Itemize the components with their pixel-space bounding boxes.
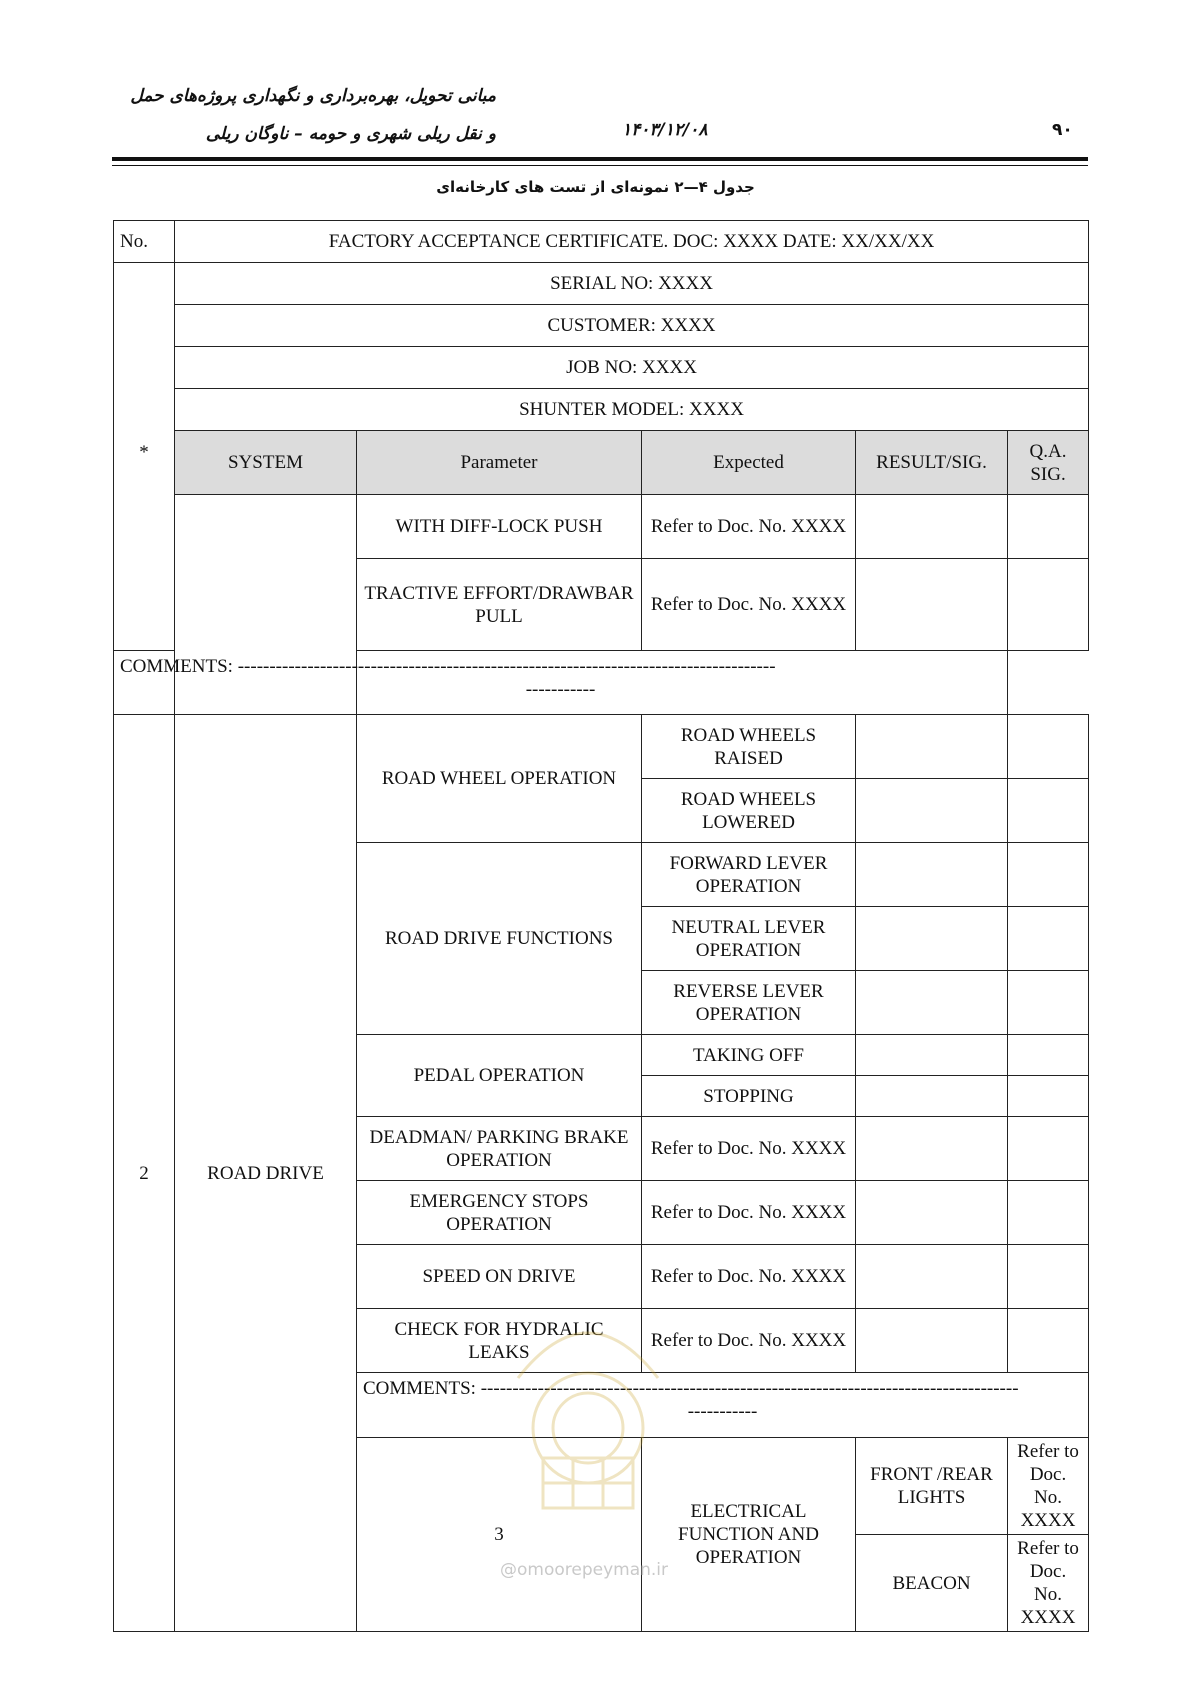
document-date: ۱۴۰۳/۱۲/۰۸: [622, 120, 708, 140]
header-rule-thick: [112, 157, 1088, 161]
qa-cell: [1008, 907, 1089, 971]
no-header-cell: No.: [114, 221, 175, 263]
result-cell: [856, 559, 1008, 651]
table-row: [114, 305, 1089, 347]
qa-cell: [1008, 715, 1089, 779]
expected-cell: Refer to Doc. No. XXXX: [642, 1181, 856, 1245]
parameter-cell: CHECK FOR HYDRALIC LEAKS: [357, 1309, 642, 1373]
qa-cell: [1008, 1035, 1089, 1076]
result-cell: [856, 1309, 1008, 1373]
document-subtitle: و نقل ریلی شهری و حومه – ناوگان ریلی: [205, 124, 496, 144]
result-cell: [856, 1035, 1008, 1076]
page-number: ۹۰: [1052, 120, 1073, 140]
section-system-cell: ROAD DRIVE: [175, 715, 357, 1632]
parameter-cell: TRACTIVE EFFORT/DRAWBAR PULL: [357, 559, 642, 651]
result-cell: [856, 715, 1008, 779]
expected-cell: Refer to Doc. No. XXXX: [1008, 1438, 1089, 1535]
qa-cell: [1008, 1181, 1089, 1245]
qa-cell: [1008, 1076, 1089, 1117]
expected-cell: Refer to Doc. No. XXXX: [642, 559, 856, 651]
expected-cell: STOPPING: [642, 1076, 856, 1117]
table-row: [114, 715, 1089, 779]
qa-cell: [1008, 1117, 1089, 1181]
result-cell: [856, 907, 1008, 971]
parameter-cell: EMERGENCY STOPS OPERATION: [357, 1181, 642, 1245]
comments-label: COMMENTS:: [363, 1378, 476, 1399]
result-cell: [856, 1117, 1008, 1181]
expected-cell: Refer to Doc. No. XXXX: [642, 1117, 856, 1181]
result-cell: [856, 1245, 1008, 1309]
qa-cell: [1008, 971, 1089, 1035]
serial-no-cell: SERIAL NO: XXXX: [175, 263, 1089, 305]
parameter-cell: DEADMAN/ PARKING BRAKE OPERATION: [357, 1117, 642, 1181]
col-header-parameter: Parameter: [357, 431, 642, 495]
parameter-cell: SPEED ON DRIVE: [357, 1245, 642, 1309]
certificate-title-cell: FACTORY ACCEPTANCE CERTIFICATE. DOC: XXXX DATE: XX/XX/XX: [175, 221, 1089, 263]
job-no-cell: JOB NO: XXXX: [175, 347, 1089, 389]
expected-cell: ROAD WHEELS RAISED: [642, 715, 856, 779]
result-cell: [856, 1181, 1008, 1245]
comments-dashes: -------------------------------------------------------------------------------------: [237, 656, 776, 677]
result-cell: [856, 495, 1008, 559]
parameter-cell: BEACON: [856, 1535, 1008, 1632]
watermark-site-text: @omoorepeyman.ir: [500, 1560, 669, 1580]
parameter-cell: WITH DIFF-LOCK PUSH: [357, 495, 642, 559]
factory-acceptance-table: [113, 220, 1089, 1632]
col-header-qa: Q.A. SIG.: [1008, 431, 1089, 495]
result-cell: [856, 1076, 1008, 1117]
qa-cell: [1008, 1245, 1089, 1309]
qa-cell: [1008, 559, 1089, 651]
section-no-cell: 2: [114, 715, 175, 1632]
expected-cell: ROAD WHEELS LOWERED: [642, 779, 856, 843]
shunter-model-cell: SHUNTER MODEL: XXXX: [175, 389, 1089, 431]
expected-cell: Refer to Doc. No. XXXX: [642, 1245, 856, 1309]
expected-cell: REVERSE LEVER OPERATION: [642, 971, 856, 1035]
qa-cell: [1008, 495, 1089, 559]
col-header-result: RESULT/SIG.: [856, 431, 1008, 495]
table-row: [114, 263, 1089, 305]
parameter-cell: ROAD WHEEL OPERATION: [357, 715, 642, 843]
qa-cell: [1008, 779, 1089, 843]
comments-dashes-cont: -----------: [687, 1401, 758, 1422]
parameter-cell: PEDAL OPERATION: [357, 1035, 642, 1117]
column-header-row: [114, 431, 1089, 495]
expected-cell: FORWARD LEVER OPERATION: [642, 843, 856, 907]
table-row: [114, 389, 1089, 431]
section-no-cell: 3: [357, 1438, 642, 1632]
comments-label: COMMENTS:: [120, 656, 233, 677]
comments-row: [114, 651, 1089, 715]
col-header-system: SYSTEM: [175, 431, 357, 495]
comments-dashes: -------------------------------------------------------------------------------------: [480, 1378, 1019, 1399]
section-marker-cell: *: [114, 263, 175, 651]
table-row: [114, 495, 1089, 559]
expected-cell: Refer to Doc. No. XXXX: [642, 495, 856, 559]
result-cell: [856, 971, 1008, 1035]
section-system-cell: ELECTRICAL FUNCTION AND OPERATION: [642, 1438, 856, 1632]
expected-cell: Refer to Doc. No. XXXX: [642, 1309, 856, 1373]
comments-cell: [114, 651, 1008, 715]
parameter-cell: FRONT /REAR LIGHTS: [856, 1438, 1008, 1535]
result-cell: [856, 843, 1008, 907]
expected-cell: TAKING OFF: [642, 1035, 856, 1076]
expected-cell: NEUTRAL LEVER OPERATION: [642, 907, 856, 971]
comments-dashes-cont: -----------: [525, 679, 596, 700]
result-cell: [856, 779, 1008, 843]
qa-cell: [1008, 1309, 1089, 1373]
table-row: [114, 347, 1089, 389]
expected-cell: Refer to Doc. No. XXXX: [1008, 1535, 1089, 1632]
col-header-expected: Expected: [642, 431, 856, 495]
comments-cell: [357, 1373, 1089, 1438]
table-caption: جدول ۴—۲ نمونه‌ای از تست های کارخانه‌ای: [436, 178, 755, 196]
document-title: مبانی تحویل، بهره‌برداری و نگهداری پروژه‌های حمل: [130, 86, 496, 106]
qa-cell: [1008, 843, 1089, 907]
table-row: [114, 221, 1089, 263]
customer-cell: CUSTOMER: XXXX: [175, 305, 1089, 347]
parameter-cell: ROAD DRIVE FUNCTIONS: [357, 843, 642, 1035]
header-rule-thin: [112, 165, 1088, 166]
